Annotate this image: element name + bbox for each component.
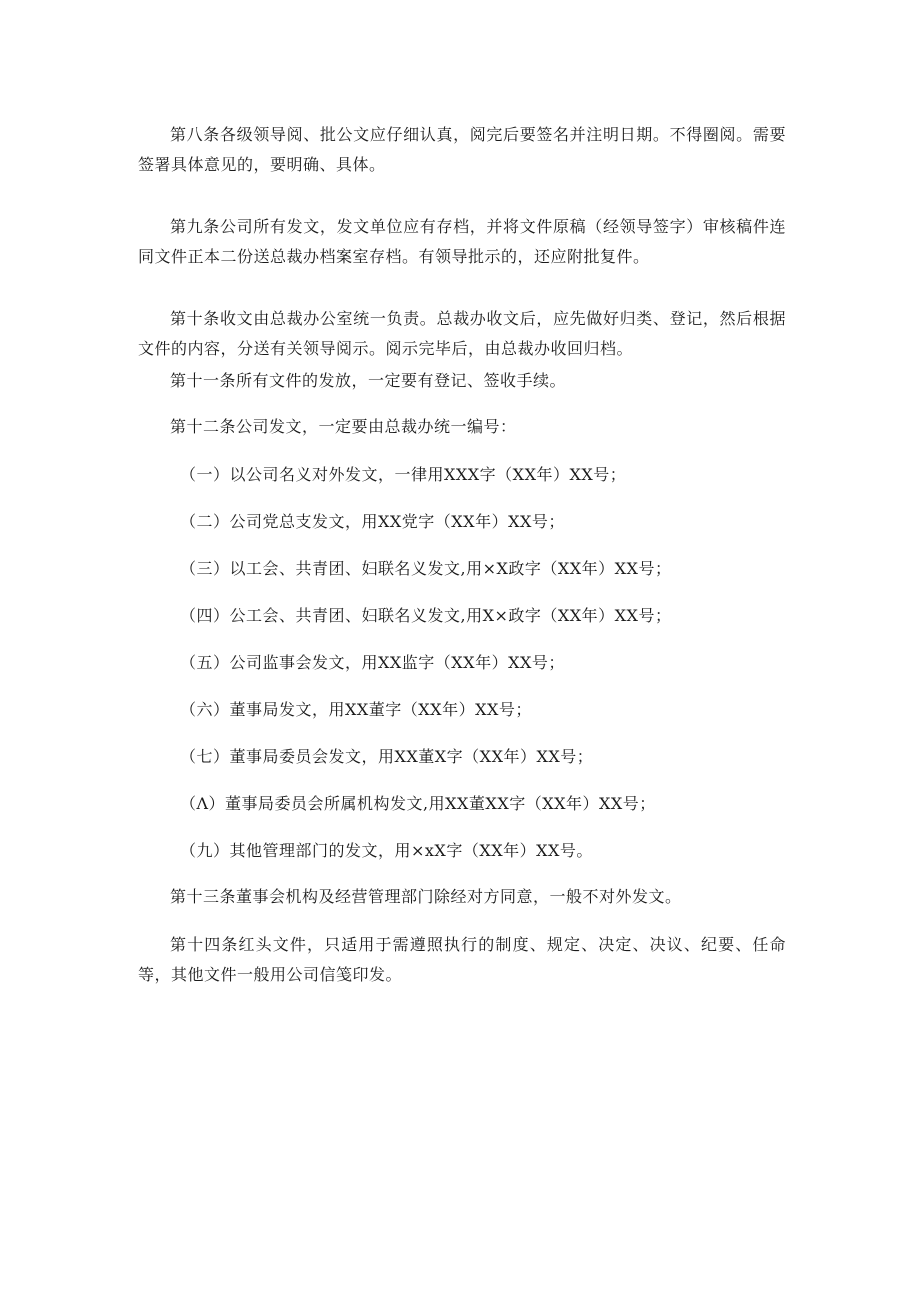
numbering-item-2: （二）公司党总支发文，用XX党字（XX年）XX号； [180,512,565,531]
article-13: 第十三条董事会机构及经营管理部门除经对方同意，一般不对外发文。 [170,887,682,906]
numbering-item-1: （一）以公司名义对外发文，一律用XXX字（XX年）XX号； [180,465,627,484]
numbering-item-3: （三）以工会、共青团、妇联名义发文,用×X政字（XX年）XX号； [180,559,672,578]
numbering-item-5: （五）公司监事会发文，用XX监字（XX年）XX号； [180,653,565,672]
article-11: 第十一条所有文件的发放，一定要有登记、签收手续。 [170,371,567,390]
article-14: 第十四条红头文件，只适用于需遵照执行的制度、规定、决定、决议、纪要、任命等，其他文件一般用公司信笺印发。 [138,935,786,984]
numbering-item-7: （七）董事局委员会发文，用XX董X字（XX年）XX号； [180,747,594,766]
article-9: 第九条公司所有发文，发文单位应有存档，并将文件原稿（经领导签字）审核稿件连同文件正本二份送总裁办档案室存档。有领导批示的，还应附批复件。 [138,217,786,266]
numbering-item-9: （九）其他管理部门的发文，用×xX字（XX年）XX号。 [180,841,593,860]
article-10: 第十条收文由总裁办公室统一负责。总裁办收文后，应先做好归类、登记，然后根据文件的内容，分送有关领导阅示。阅示完毕后，由总裁办收回归档。 [138,309,786,358]
article-12: 第十二条公司发文，一定要由总裁办统一编号： [170,417,517,436]
numbering-item-8: （Λ）董事局委员会所属机构发文,用XX董XX字（XX年）XX号； [180,794,656,813]
numbering-item-6: （六）董事局发文，用XX董字（XX年）XX号； [180,700,532,719]
article-8: 第八条各级领导阅、批公文应仔细认真，阅完后要签名并注明日期。不得圈阅。需要签署具体意见的，要明确、具体。 [138,125,786,174]
numbering-item-4: （四）公工会、共青团、妇联名义发文,用X×政字（XX年）XX号； [180,606,672,625]
